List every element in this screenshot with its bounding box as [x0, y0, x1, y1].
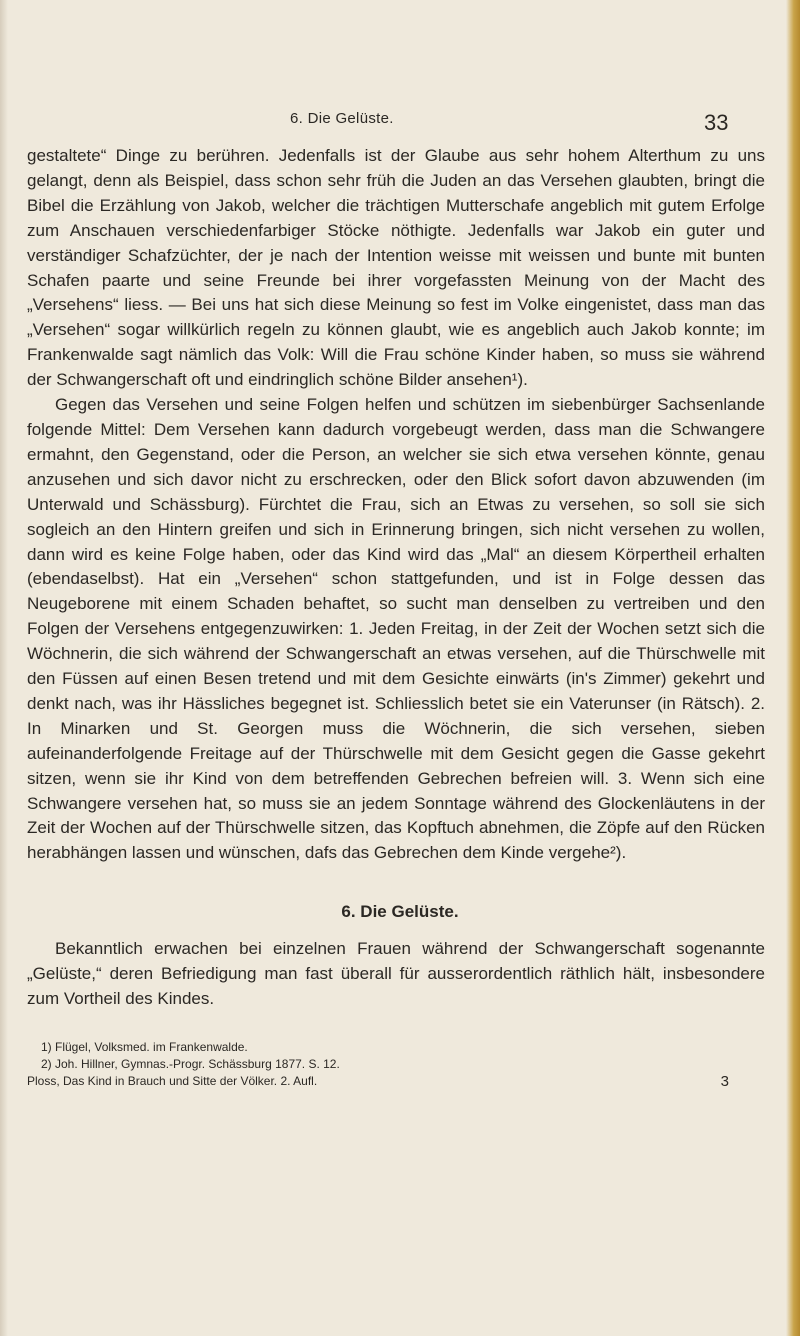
signature-mark: 3: [720, 1073, 729, 1090]
paragraph: gestaltete“ Dinge zu berühren. Jedenfalls ist der Glaube aus sehr hohem Alterthum zu uns gelangt, denn als Beispiel, dass schon sehr früh die Juden an das Versehen glaubten, bringt die Bibel die Erzählung von Jakob, welcher die trächtigen Mutterschafe angeblich mit gutem Erfolge zum Anschauen verschiedenfarbiger Stöcke nöthigte. Jedenfalls war Jakob ein guter und verständiger Schafzüchter, der je nach der Intention weisse mit weissen und bunte mit bunten Schafen paarte und seine Freunde bei ihrer vorgefassten Meinung von der Macht des „Versehens“ liess. — Bei uns hat sich diese Meinung so fest im Volke eingenistet, dass man das „Versehen“ sogar willkürlich regeln zu können glaubt, wie es angeblich auch Jakob konnte; im Frankenwalde sagt nämlich das Volk: Will die Frau schöne Kinder haben, so muss sie während der Schwangerschaft oft und eindringlich schöne Bilder ansehen¹).: [27, 146, 765, 390]
footnotes: [27, 1039, 765, 1090]
footnote: 2) Joh. Hillner, Gymnas.-Progr. Schässburg 1877. S. 12.: [41, 1057, 340, 1071]
page-gutter-shadow: [0, 0, 8, 1336]
page-number: 33: [704, 110, 729, 135]
running-title: 6. Die Gelüste.: [290, 110, 394, 127]
footnote: Ploss, Das Kind in Brauch und Sitte der Völker. 2. Aufl. 3: [27, 1073, 765, 1090]
section-paragraph: Bekanntlich erwachen bei einzelnen Frauen während der Schwangerschaft sogenannte „Gelüste,“ deren Befriedigung man fast überall für ausserordentlich räthlich hält, insbesondere zum Vortheil des Kindes.: [27, 939, 765, 1008]
footnote: 1) Flügel, Volksmed. im Frankenwalde.: [41, 1040, 248, 1054]
running-head: [0, 110, 800, 140]
paragraph: Gegen das Versehen und seine Folgen helfen und schützen im siebenbürger Sachsenlande folgende Mittel: Dem Versehen kann dadurch vorgebeugt werden, dass man die Schwangere ermahnt, den Gegenstand, oder die Person, an welcher sie sich etwa versehen könnte, genau anzusehen und sich davor nicht zu erschrecken, oder den Blick sofort davon abzuwenden (im Unterwald und Schässburg). Fürchtet die Frau, sich an Etwas zu versehen, so soll sie sich sogleich an den Hintern greifen und sich in Erinnerung bringen, sich nicht versehen zu wollen, dann wird es keine Folge haben, oder das Kind wird das „Mal“ an diesem Körpertheil erhalten (ebendaselbst). Hat ein „Versehen“ schon stattgefunden, und ist in Folge dessen das Neugeborene mit einem Schaden behaftet, so sucht man denselben zu vertreiben und den Folgen der Versehens entgegenzuwirken: 1. Jeden Freitag, in der Zeit der Wochen setzt sich die Wöchnerin, die sich während der Schwangerschaft an etwas versehen, auf die Thürschwelle mit den Füssen auf einen Besen tretend und mit dem Gesichte einwärts (in's Zimmer) gekehrt und denkt nach, was ihr Hässliches begegnet ist. Schliesslich betet sie ein Vaterunser (in Rätsch). 2. In Minarken und St. Georgen muss die Wöchnerin, die sich versehen, sieben aufeinanderfolgende Freitage auf der Thürschwelle mit dem Gesicht gegen die Gasse gekehrt sitzen, wenn sie ihr Kind von dem betreffenden Gebrechen befreien will. 3. Wenn sich eine Schwangere versehen hat, so muss sie an jedem Sonntage während des Glockenläutens in der Zeit der Wochen auf der Thürschwelle sitzen, das Kopftuch abnehmen, die Zöpfe auf den Rücken herabhängen lassen und wünschen, dafs das Gebrechen dem Kinde vergehe²).: [27, 395, 765, 863]
book-edge: [786, 0, 800, 1336]
section-heading: 6. Die Gelüste.: [341, 902, 459, 921]
body-text: [27, 144, 765, 866]
